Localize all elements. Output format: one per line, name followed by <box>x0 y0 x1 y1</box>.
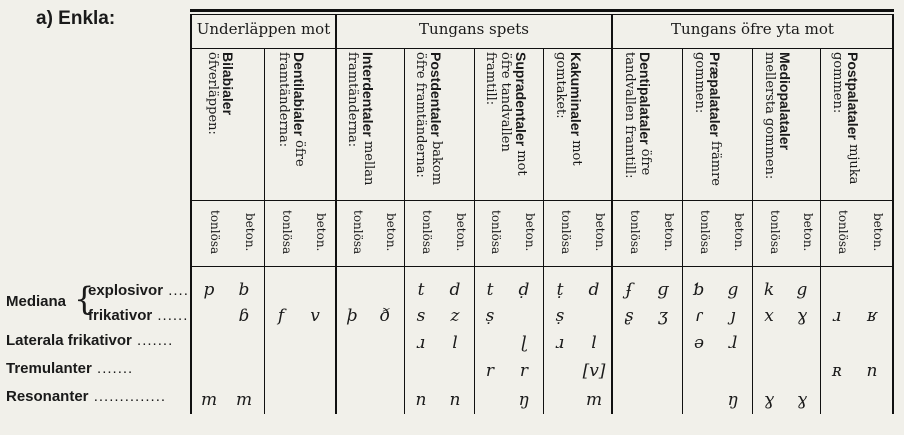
voicing-header: beton. <box>732 213 746 252</box>
voicing-header: beton. <box>523 213 537 252</box>
phoneme-symbol: ṣ <box>555 306 565 326</box>
phoneme-symbol: ɣ <box>763 390 775 410</box>
group-title-tip: Tungans spets <box>419 20 529 38</box>
phoneme-symbol: ṣ <box>485 306 495 326</box>
group-title-lips: Underläppen mot <box>196 20 331 38</box>
column-header: Kakuminaler mot gomtaket: <box>553 52 584 166</box>
column-header: Supradentaler mot öfre tandvallen framtill: <box>483 52 529 176</box>
phoneme-symbol: n <box>415 390 427 410</box>
row-label-resonanter: Resonanter .............. <box>6 388 167 405</box>
col-divider <box>474 48 475 414</box>
phoneme-symbol: t <box>417 280 425 300</box>
phoneme-symbol: ɺ <box>728 333 738 353</box>
header-rule <box>192 200 892 201</box>
phoneme-symbol: l <box>591 333 597 353</box>
column-header: Præpalataler främre gommen: <box>692 52 723 186</box>
phoneme-symbol: ṭ <box>556 280 564 300</box>
phoneme-symbol: k <box>763 280 775 300</box>
phoneme-symbol: ɾ <box>695 306 703 326</box>
voicing-header: tonlösa <box>280 210 294 255</box>
group-divider <box>611 14 613 414</box>
column-header: Interdentaler mellan framtänderna: <box>345 52 376 186</box>
phoneme-symbol: l <box>452 333 458 353</box>
row-label-frikativor: frikativor ...... <box>88 307 189 324</box>
voicing-header: beton. <box>662 213 676 252</box>
brace: { <box>74 280 95 318</box>
col-divider <box>543 48 544 414</box>
phoneme-symbol: ɹ <box>416 333 426 353</box>
col-divider <box>752 48 753 414</box>
voicing-header: tonlösa <box>836 210 850 255</box>
top-rule-thin <box>190 14 894 15</box>
phoneme-symbol: n <box>449 390 461 410</box>
phoneme-symbol: ʀ <box>832 361 842 381</box>
phoneme-symbol: z <box>450 306 460 326</box>
phoneme-symbol: f <box>277 306 285 326</box>
phoneme-symbol: m <box>585 390 603 410</box>
phoneme-symbol: x <box>764 306 774 326</box>
phoneme-symbol: s <box>416 306 426 326</box>
section-title: a) Enkla: <box>36 8 116 29</box>
column-header: Postpalataler mjuka gommen: <box>830 52 861 185</box>
phoneme-symbol: r <box>485 361 495 381</box>
voicing-header: beton. <box>871 213 885 252</box>
voicing-header: tonlösa <box>208 210 222 255</box>
phoneme-symbol: p <box>203 280 215 300</box>
column-header: Mediopalataler mellersta gommen: <box>762 52 793 180</box>
phoneme-symbol: g <box>727 280 739 300</box>
column-header: Dentilabialer öfre framtänderna: <box>276 52 307 167</box>
voice-rule <box>192 266 892 267</box>
phoneme-symbol: ð <box>379 306 391 326</box>
voicing-header: tonlösa <box>698 210 712 255</box>
phoneme-symbol: ŋ <box>518 390 530 410</box>
phoneme-symbol: ɹ <box>832 306 842 326</box>
phoneme-symbol: v <box>310 306 320 326</box>
voicing-header: tonlösa <box>489 210 503 255</box>
col-divider <box>264 48 265 414</box>
voicing-header: beton. <box>243 213 257 252</box>
phoneme-symbol: ƅ <box>693 280 705 300</box>
phoneme-symbol: ȷ <box>730 306 736 326</box>
voicing-header: beton. <box>454 213 468 252</box>
phoneme-symbol: d <box>449 280 461 300</box>
phoneme-symbol: r <box>519 361 529 381</box>
row-label-laterala: Laterala frikativor ....... <box>6 332 174 349</box>
row-label-tremulanter: Tremulanter ....... <box>6 360 134 377</box>
voicing-header: tonlösa <box>628 210 642 255</box>
phoneme-symbol: ʄ <box>625 280 633 300</box>
col-divider <box>682 48 683 414</box>
phoneme-symbol: g <box>796 280 808 300</box>
group-title-surface: Tungans öfre yta mot <box>671 20 834 38</box>
phoneme-symbol: ɭ <box>520 333 528 353</box>
voicing-header: tonlösa <box>768 210 782 255</box>
row-label-mediana: Mediana <box>6 293 67 310</box>
group-divider <box>335 14 337 414</box>
column-header: Dentipalataler öfre tandvallen framtill: <box>622 52 653 179</box>
phoneme-symbol: ŋ <box>727 390 739 410</box>
col-divider <box>404 48 405 414</box>
voicing-header: beton. <box>801 213 815 252</box>
phoneme-symbol: n <box>866 361 878 381</box>
right-border <box>892 14 894 414</box>
top-rule <box>190 9 894 12</box>
voicing-header: tonlösa <box>559 210 573 255</box>
voicing-header: beton. <box>593 213 607 252</box>
group-rule <box>192 48 892 49</box>
phoneme-symbol: ɡ <box>657 280 669 300</box>
voicing-header: tonlösa <box>351 210 365 255</box>
phoneme-symbol: ɹ <box>555 333 565 353</box>
phoneme-symbol: ʒ <box>658 306 668 326</box>
phoneme-symbol: ḍ <box>518 280 530 300</box>
col-divider <box>820 48 821 414</box>
phoneme-symbol: m <box>200 390 218 410</box>
voicing-header: beton. <box>314 213 328 252</box>
column-header: Bilabialer öfverläppen: <box>205 52 236 135</box>
phoneme-symbol: þ <box>346 306 358 326</box>
left-border <box>190 14 192 414</box>
phoneme-symbol: ʁ <box>867 306 877 326</box>
phoneme-symbol: ə <box>693 333 705 353</box>
phoneme-symbol: ɣ <box>796 390 808 410</box>
row-label-explosivor: explosivor .... <box>88 282 189 299</box>
phoneme-symbol: ɓ <box>238 306 250 326</box>
phoneme-symbol: ɣ <box>796 306 808 326</box>
column-header: Postdentaler bakom öfre framtänderna: <box>413 52 444 186</box>
phoneme-symbol: t <box>486 280 494 300</box>
voicing-header: tonlösa <box>420 210 434 255</box>
phoneme-symbol: [v] <box>582 361 606 381</box>
phoneme-symbol: b <box>238 280 250 300</box>
phoneme-symbol: ʂ <box>624 306 634 326</box>
phoneme-symbol: d <box>588 280 600 300</box>
phoneme-symbol: m <box>235 390 253 410</box>
voicing-header: beton. <box>384 213 398 252</box>
